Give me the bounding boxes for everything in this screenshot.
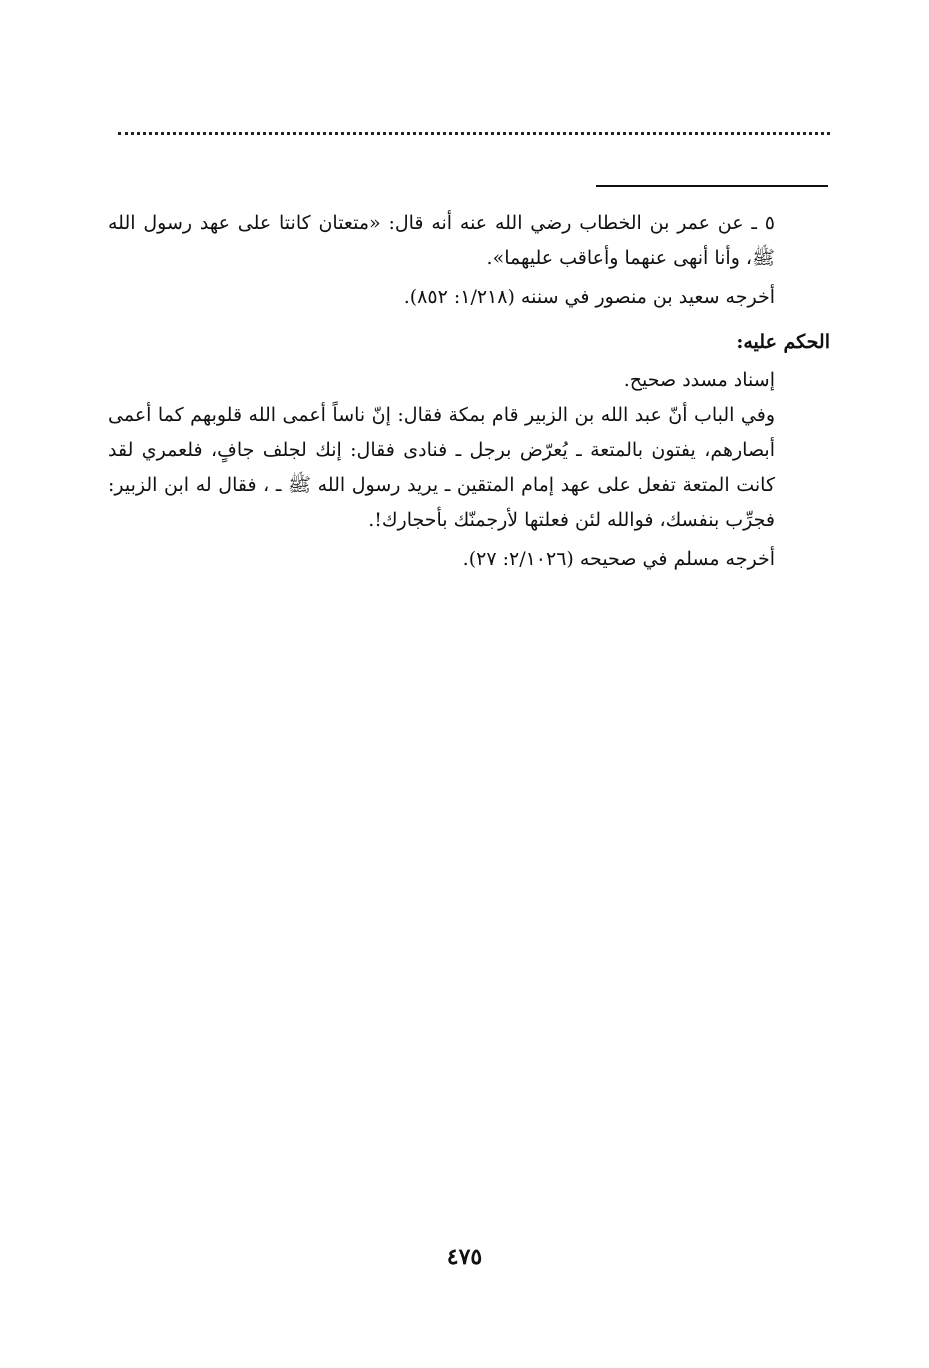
page-body [108, 206, 830, 587]
dotted-separator [118, 132, 830, 135]
section-rule [596, 185, 828, 187]
ruling-heading: الحكم عليه: [736, 331, 830, 354]
hadith-source: أخرجه سعيد بن منصور في سننه (١/٢١٨: ٨٥٢). [403, 286, 775, 309]
related-text: وفي الباب أنّ عبد الله بن الزبير قام بمكة فقال: إنّ ناساً أعمى الله قلوبهم كما أعمى أبصارهم، يفتون بالمتعة ـ يُعرّض برجل ـ فنادى فقال: إنك لجلف جافٍ، فلعمري لقد كانت المتعة تفعل على عهد إمام المتقين ـ يريد رسول الله ﷺ ـ ، فقال له ابن الزبير: فجرِّب بنفسك، فوالله لئن فعلتها لأرجمنّك بأحجارك!. [108, 403, 775, 532]
hadith-text: ٥ ـ عن عمر بن الخطاب رضي الله عنه أنه قال: «متعتان كانتا على عهد رسول الله ﷺ، وأنا أنهى عنهما وأعاقب عليهما». [108, 212, 775, 270]
related-source: أخرجه مسلم في صحيحه (٢/١٠٢٦: ٢٧). [462, 548, 775, 571]
page-number: ٤٧٥ [446, 1244, 483, 1270]
ruling-text: إسناد مسدد صحيح. [623, 368, 775, 391]
